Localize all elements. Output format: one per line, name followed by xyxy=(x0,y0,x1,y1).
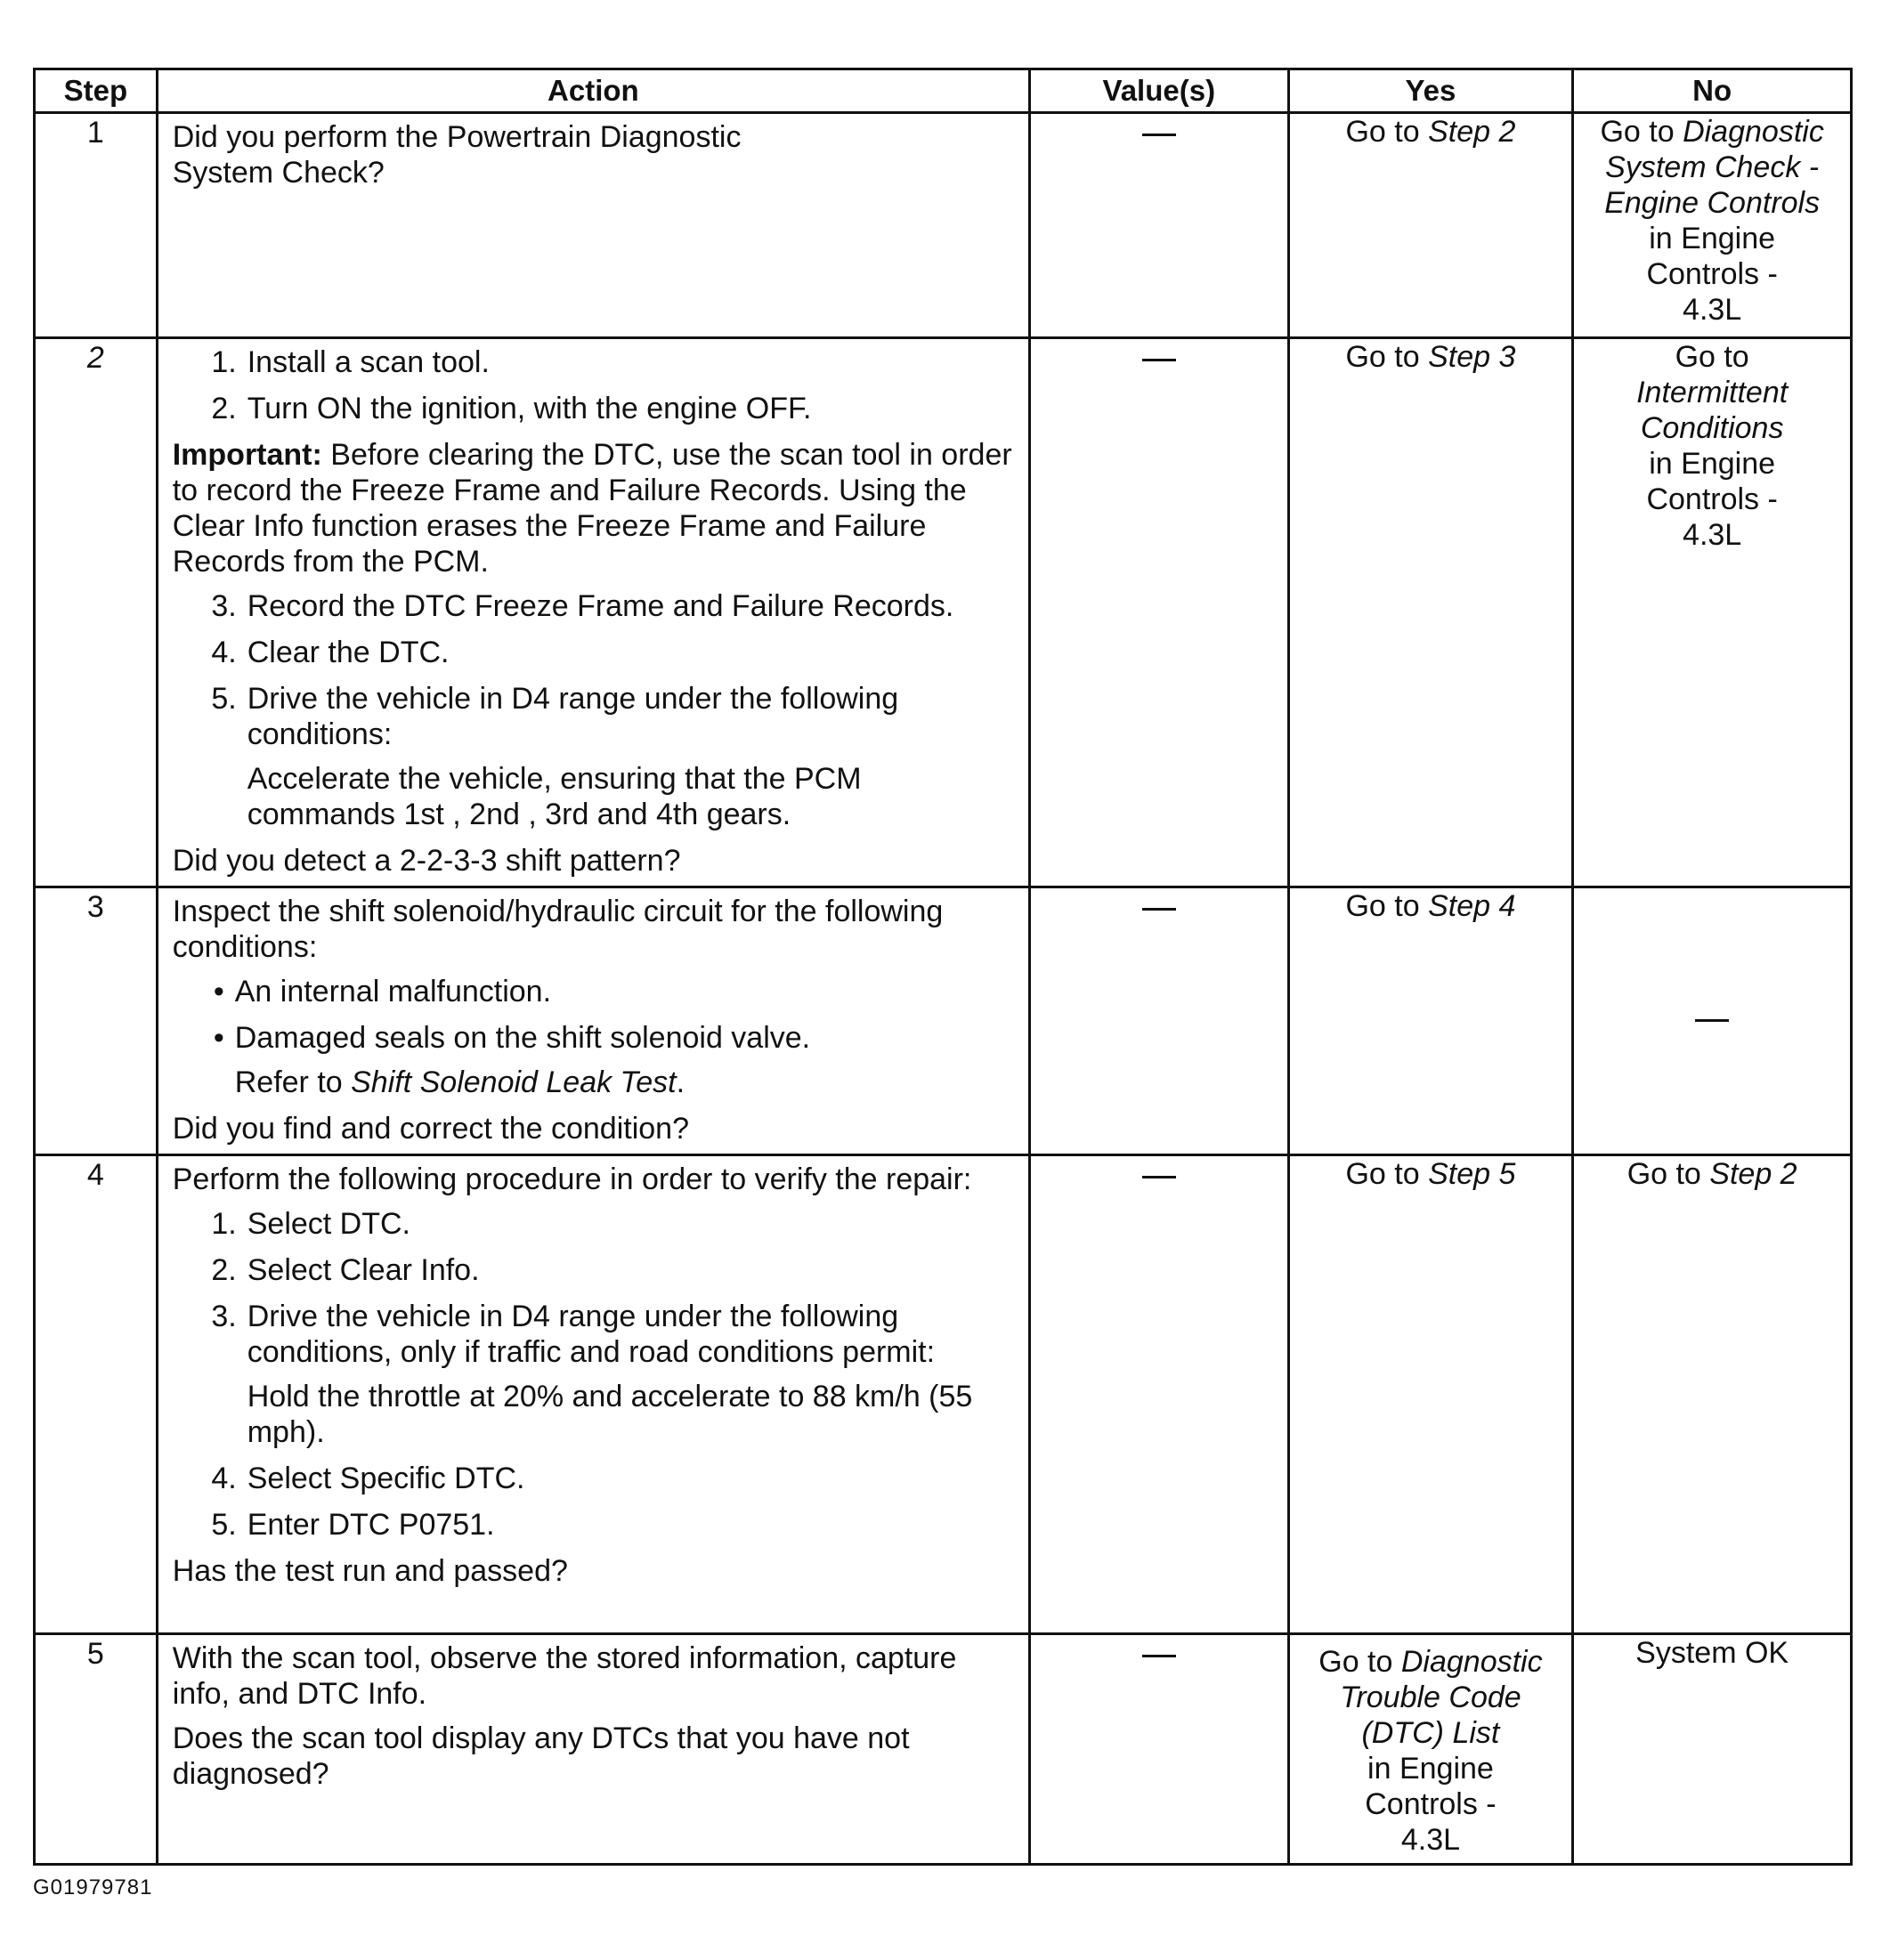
step-number: 5 xyxy=(35,1634,158,1865)
no-cell xyxy=(1573,1155,1852,1634)
item-text: Select Clear Info. xyxy=(247,1253,480,1287)
item-number: 3. xyxy=(211,1300,237,1333)
yes-cell xyxy=(1288,1634,1573,1865)
action-question: Did you detect a 2-2-3-3 shift pattern? xyxy=(172,844,681,878)
item-number: 5. xyxy=(211,1508,237,1542)
list-item xyxy=(173,588,1012,624)
action-question: Did you perform the Powertrain Diagnostic System Check? xyxy=(172,120,742,190)
action-cell xyxy=(157,1155,1029,1634)
table-row xyxy=(35,338,1852,887)
step-number: 2 xyxy=(35,338,158,887)
action-cell xyxy=(157,338,1029,887)
yes-cell xyxy=(1288,338,1573,887)
refer-note xyxy=(235,1065,1012,1100)
item-text: Turn ON the ignition, with the engine OFF. xyxy=(247,392,812,425)
list-item xyxy=(173,681,1012,752)
important-note xyxy=(173,437,1012,579)
yes-target-link[interactable]: Step 3 xyxy=(1428,340,1516,374)
header-step: Step xyxy=(35,69,158,113)
bullet-icon: • xyxy=(213,1021,224,1055)
item-number: 2. xyxy=(211,392,237,425)
yes-cell xyxy=(1288,887,1573,1155)
action-question: Does the scan tool display any DTCs that you have not diagnosed? xyxy=(172,1721,910,1791)
action-intro: Inspect the shift solenoid/hydraulic circuit for the following conditions: xyxy=(172,895,944,964)
header-row xyxy=(35,69,1852,113)
diagnostic-table xyxy=(33,68,1853,1866)
header-no: No xyxy=(1573,69,1852,113)
table-row xyxy=(35,113,1852,338)
action-cell xyxy=(157,1634,1029,1865)
bullet-icon: • xyxy=(213,975,224,1008)
yes-prefix: Go to xyxy=(1318,1645,1401,1679)
no-target-link[interactable]: Step 2 xyxy=(1709,1157,1797,1191)
yes-prefix: Go to xyxy=(1345,889,1429,923)
action-question: Did you find and correct the condition? xyxy=(172,1112,689,1146)
header-action: Action xyxy=(157,69,1029,113)
no-target-link[interactable]: Intermittent Conditions xyxy=(1636,376,1789,445)
item-text: Select Specific DTC. xyxy=(247,1462,525,1495)
action-intro: Perform the following procedure in order to verify the repair: xyxy=(172,1162,972,1196)
step-number: 3 xyxy=(35,887,158,1155)
list-item xyxy=(173,1252,1012,1288)
figure-id: G01979781 xyxy=(33,1875,153,1899)
action-cell xyxy=(157,887,1029,1155)
yes-target-link[interactable]: Step 5 xyxy=(1428,1157,1516,1191)
value-dash xyxy=(1142,359,1176,361)
item-text: Install a scan tool. xyxy=(247,345,490,379)
item-number: 4. xyxy=(211,636,237,669)
no-cell xyxy=(1573,887,1852,1155)
action-intro: With the scan tool, observe the stored information, capture info, and DTC Info. xyxy=(172,1641,957,1711)
value-cell xyxy=(1030,887,1289,1155)
step-number: 4 xyxy=(35,1155,158,1634)
value-dash xyxy=(1142,1176,1176,1178)
item-text: Drive the vehicle in D4 range under the following conditions, only if traffic and road conditions permit: xyxy=(247,1300,936,1369)
yes-target-link[interactable]: Diagnostic Trouble Code (DTC) List xyxy=(1340,1645,1543,1750)
item-number: 2. xyxy=(211,1253,237,1287)
item-number: 3. xyxy=(211,589,237,623)
item-number: 1. xyxy=(211,1207,237,1241)
value-dash xyxy=(1142,908,1176,911)
item-text: Clear the DTC. xyxy=(247,636,450,669)
yes-cell xyxy=(1288,1155,1573,1634)
item-text: Record the DTC Freeze Frame and Failure Records. xyxy=(247,589,954,623)
no-cell xyxy=(1573,338,1852,887)
step-number: 1 xyxy=(35,113,158,338)
action-cell xyxy=(157,113,1029,338)
value-cell xyxy=(1030,1155,1289,1634)
value-cell xyxy=(1030,1634,1289,1865)
list-item xyxy=(173,391,1012,426)
yes-suffix: in Engine Controls - 4.3L xyxy=(1365,1752,1497,1857)
yes-target-link[interactable]: Step 4 xyxy=(1428,889,1516,923)
no-cell xyxy=(1573,113,1852,338)
item-text: Select DTC. xyxy=(247,1207,410,1241)
header-values: Value(s) xyxy=(1030,69,1289,113)
refer-target-link[interactable]: Shift Solenoid Leak Test xyxy=(351,1065,677,1099)
important-text: Before clearing the DTC, use the scan tool in order to record the Freeze Frame and Failure Records. Using the Clear Info function erases the Freeze Frame and Failure Records from the PCM. xyxy=(172,438,1012,579)
yes-prefix: Go to xyxy=(1345,1157,1429,1191)
item-text: Damaged seals on the shift solenoid valve. xyxy=(234,1021,811,1055)
no-prefix: Go to xyxy=(1600,115,1683,149)
yes-prefix: Go to xyxy=(1345,340,1429,374)
list-item xyxy=(173,344,1012,380)
action-question: Has the test run and passed? xyxy=(172,1554,568,1588)
important-label: Important: xyxy=(172,438,322,472)
list-item xyxy=(173,635,1012,670)
table-row xyxy=(35,1155,1852,1634)
no-prefix: Go to xyxy=(1675,340,1749,374)
value-dash xyxy=(1142,134,1176,136)
value-cell xyxy=(1030,338,1289,887)
value-cell xyxy=(1030,113,1289,338)
table-row xyxy=(35,887,1852,1155)
refer-suffix: . xyxy=(676,1065,685,1099)
item-number: 1. xyxy=(211,345,237,379)
no-suffix: in Engine Controls - 4.3L xyxy=(1646,447,1778,552)
sub-note: Hold the throttle at 20% and accelerate to 88 km/h (55 mph). xyxy=(247,1380,973,1449)
item-number: 4. xyxy=(211,1462,237,1495)
list-item xyxy=(173,974,1012,1009)
no-cell: System OK xyxy=(1573,1634,1852,1865)
item-number: 5. xyxy=(211,682,237,716)
item-text: An internal malfunction. xyxy=(234,975,552,1008)
yes-prefix: Go to xyxy=(1345,115,1429,149)
table-row xyxy=(35,1634,1852,1865)
no-dash xyxy=(1695,1019,1729,1022)
item-text: Enter DTC P0751. xyxy=(247,1508,495,1542)
yes-target-link[interactable]: Step 2 xyxy=(1428,115,1516,149)
header-yes: Yes xyxy=(1288,69,1573,113)
list-item xyxy=(173,1206,1012,1242)
diagnostic-table-container xyxy=(33,68,1853,1866)
sub-note: Accelerate the vehicle, ensuring that the PCM commands 1st , 2nd , 3rd and 4th gears. xyxy=(247,762,862,831)
yes-cell xyxy=(1288,113,1573,338)
no-suffix: in Engine Controls - 4.3L xyxy=(1646,222,1778,327)
list-item xyxy=(173,1507,1012,1543)
list-item xyxy=(173,1461,1012,1496)
no-prefix: Go to xyxy=(1626,1157,1710,1191)
list-item xyxy=(173,1299,1012,1370)
value-dash xyxy=(1142,1655,1176,1657)
item-text: Drive the vehicle in D4 range under the following conditions: xyxy=(247,682,899,751)
list-item xyxy=(173,1020,1012,1056)
no-target-link[interactable]: Diagnostic System Check - Engine Controls xyxy=(1604,115,1824,220)
refer-prefix: Refer to xyxy=(234,1065,352,1099)
